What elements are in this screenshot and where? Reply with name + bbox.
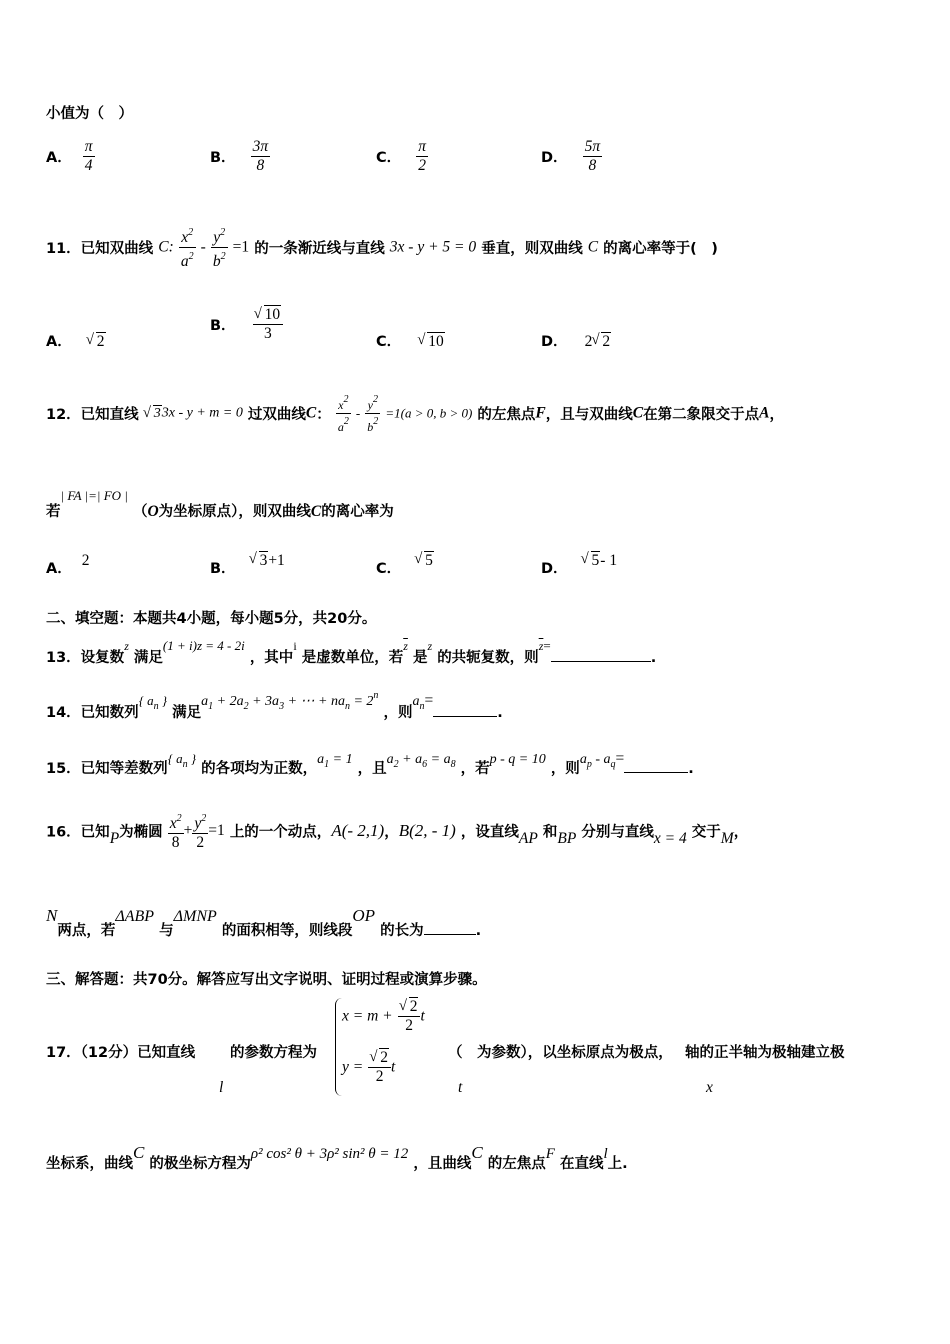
question-16: 16．已知P为椭圆 $\frac{x^2}{8}$ + $\frac{y^2}{2}$ =1 上的一个动点，A(- 2,1)，B(2, - 1) ，设直线AP 和BP 分别与直线x = 4 交于M， — [46, 810, 748, 852]
q10-option-d: D． $\frac{5\pi}{8}$ — [541, 138, 601, 174]
sqrt: √ 2 — [592, 333, 611, 351]
equation: (1 + i)z = 4 - 2i — [162, 638, 245, 653]
q11-option-d: D． 2 √ 2 — [541, 330, 611, 351]
sqrt: √ 5 — [582, 552, 601, 570]
hyperbola-x-term: $\frac{x^2}{a^2}$ — [179, 224, 196, 271]
sqrt: √ 5 — [415, 552, 434, 570]
question-10-tail: 小值为（ ） — [46, 106, 133, 122]
section-heading-solutions: 三、解答题：共70分。解答应写出文字说明、证明过程或演算步骤。 — [46, 972, 487, 988]
variable-l: l — [219, 1079, 224, 1096]
frac-num: π — [418, 138, 426, 155]
hyperbola-x-term: $\frac{x^2}{a^2}$ — [337, 394, 349, 434]
param-eq-y: y = √ $\frac{2}{2}$ t — [342, 1049, 395, 1086]
ellipse-x-term: $\frac{x^2}{8}$ — [168, 810, 184, 852]
question-17: 17．（12分）已知直线 — [46, 1045, 196, 1061]
question-17-text: （ 为参数），以坐标原点为极点， 轴的正半轴为极轴建立极 — [448, 1045, 845, 1061]
frac-num: 5π — [584, 138, 601, 155]
frac-den: 8 — [588, 157, 597, 174]
sqrt: √ 3 — [250, 552, 269, 570]
sqrt: √ 2 — [87, 333, 106, 351]
variable-x: x — [706, 1079, 713, 1096]
q10-option-c: C． $\frac{\pi}{2}$ — [376, 138, 426, 174]
param-eq-x: x = m + √ $\frac{2}{2}$ t — [342, 998, 425, 1035]
question-14: 14．已知数列{ $a_n$ } 满足$a_1 + 2a_2 + 3a_3$ + ⋯ + $na_n = 2^n$ ，则$a_n=$. — [46, 690, 503, 721]
sqrt: √ 10 — [255, 306, 282, 324]
q11-option-b: B． √ $\frac{10}{3}$ — [210, 306, 283, 343]
answer-blank[interactable] — [624, 758, 688, 773]
sequence-equation: $a_1 + 2a_2 + 3a_3$ + ⋯ + $na_n = 2^n$ — [201, 690, 379, 712]
question-16-line2: N两点，若ΔABP 与ΔMNP 的面积相等，则线段OP 的长为 . — [46, 906, 482, 939]
answer-blank[interactable] — [551, 647, 651, 662]
question-15: 15．已知等差数列{ $a_n$ } 的各项均为正数，$a_1 = 1$ ，且$a_2 + a_6 = a_8$ ，若p - q = 10 ，则$a_p - a_q=$. — [46, 750, 694, 777]
line-equation: 3x - y + 5 = 0 — [389, 238, 477, 256]
polar-equation: ρ² cos² θ + 3ρ² sin² θ = 12 — [250, 1146, 409, 1162]
question-13: 13．设复数$^z$ 满足(1 + i)z = 4 - 2i ，其中$^i$ 是虚数单位，若$^{\overline{z}}$ 是$^z$ 的共轭复数，则$^{\overline{z}}$=. — [46, 638, 657, 666]
answer-blank[interactable] — [433, 702, 497, 717]
system-brace — [335, 998, 342, 1096]
frac-num: π — [84, 138, 93, 155]
q10-option-a: A． $\frac{\pi}{4}$ — [46, 138, 93, 174]
frac-den: 8 — [256, 157, 265, 174]
q12-option-a: A． 2 — [46, 552, 90, 577]
q12-option-d: D． √ 5- 1 — [541, 552, 617, 578]
sqrt: √ 10 — [418, 333, 445, 351]
q12-option-b: B． √ 3+1 — [210, 552, 285, 578]
question-11: 11．已知双曲线 C: $\frac{x^2}{a^2}$ - $\frac{y^2}{b^2}$ =1 的一条渐近线与直线 3x - y + 5 = 0 垂直，则双曲线 C 的离心率等于( ) — [46, 224, 718, 271]
q11-option-c: C． √ 10 — [376, 330, 445, 351]
section-heading-fill-in: 二、填空题：本题共4小题，每小题5分，共20分。 — [46, 611, 377, 627]
hyperbola-y-term: $\frac{y^2}{b^2}$ — [211, 224, 228, 271]
q10-option-b: B． $\frac{3\pi}{8}$ — [210, 138, 269, 174]
question-12-line2: 若| FA |=| FO | （O为坐标原点），则双曲线C的离心率为 — [46, 488, 394, 520]
ellipse-y-term: $\frac{y^2}{2}$ — [192, 810, 208, 852]
answer-blank[interactable] — [424, 920, 476, 935]
frac-den: 4 — [84, 157, 93, 174]
hyperbola-y-term: $\frac{y^2}{b^2}$ — [367, 394, 379, 434]
q11-option-a: A． √ 2 — [46, 330, 106, 351]
q12-option-c: C． √ 5 — [376, 552, 434, 578]
question-17-line3: 坐标系，曲线C 的极坐标方程为ρ² cos² θ + 3ρ² sin² θ = 12 ，且曲线C 的左焦点F 在直线l上. — [46, 1143, 628, 1172]
frac-num: 3π — [252, 138, 269, 155]
question-12: 12．已知直线 √ 33x - y + m = 0 过双曲线C： $\frac{x^2}{a^2}$ - $\frac{y^2}{b^2}$ =1(a > 0, b > 0) 的左焦点F，且与双曲线C在第二象限交于点A， — [46, 392, 784, 435]
question-17-param-label: 的参数方程为 — [230, 1045, 317, 1061]
variable-t: t — [458, 1079, 463, 1096]
frac-den: 2 — [418, 157, 426, 174]
